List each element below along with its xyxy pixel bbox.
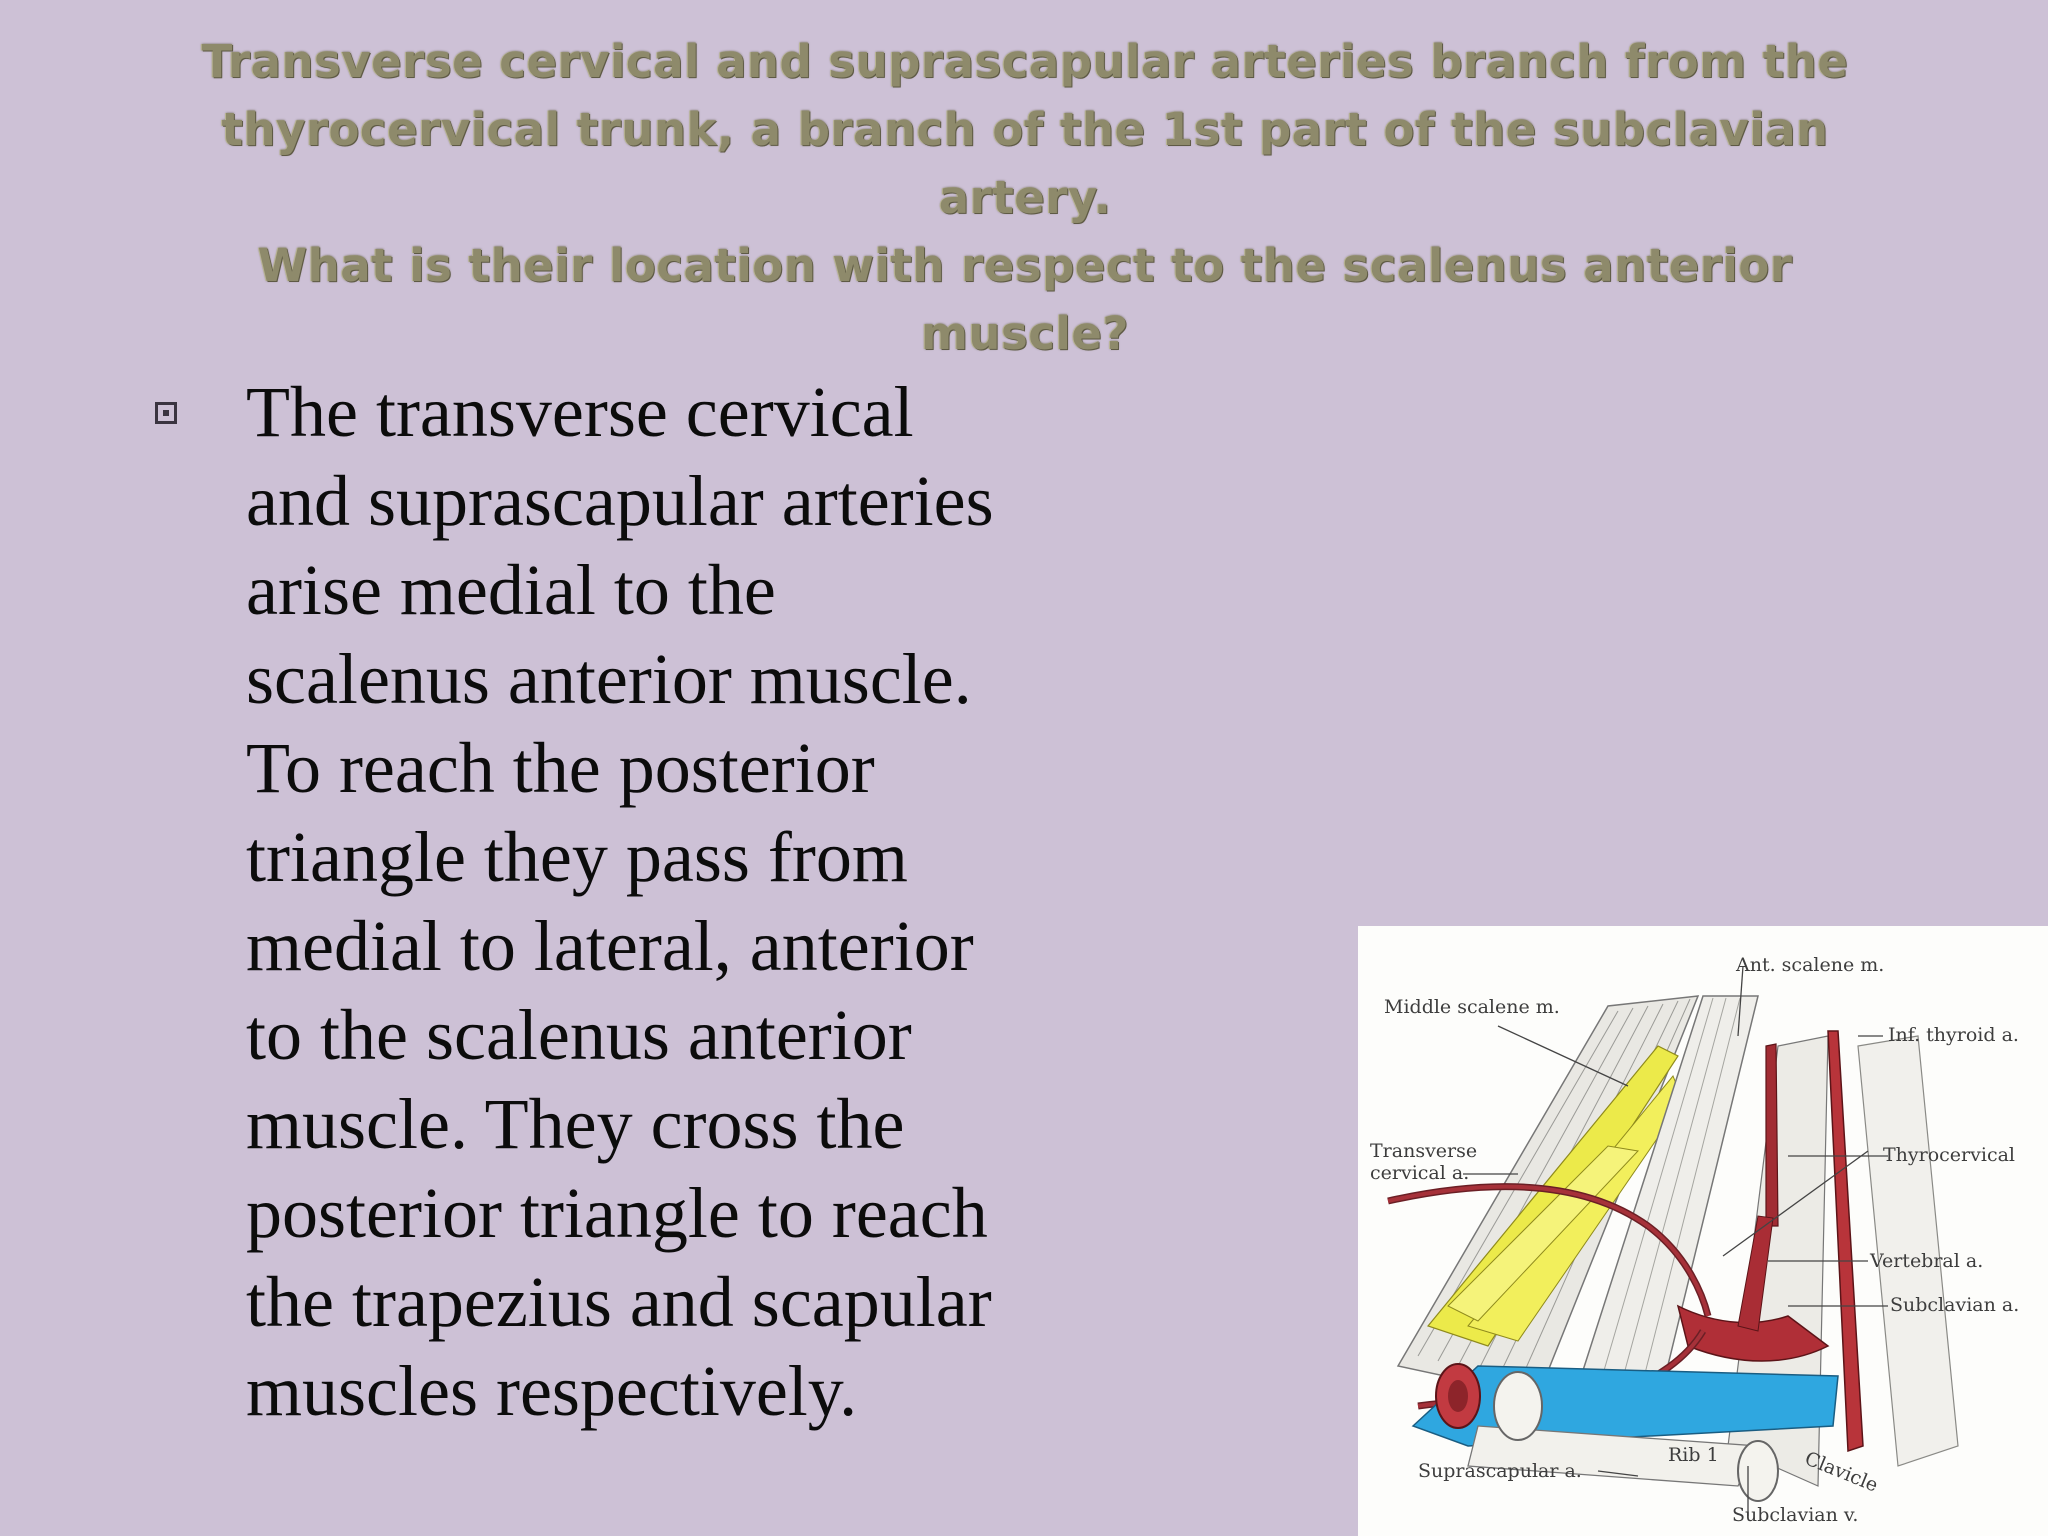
bullet-line: medial to lateral, anterior [246, 906, 974, 986]
label-middle-scalene: Middle scalene m. [1384, 996, 1560, 1018]
bullet-line: and suprascapular arteries [246, 461, 994, 541]
label-transverse-cervical-2: cervical a. [1370, 1162, 1470, 1184]
title-line-4: What is their location with respect to the scalenus anterior [257, 239, 1793, 292]
bullet-line: The transverse cervical [246, 372, 914, 452]
label-suprascapular: Suprascapular a. [1418, 1460, 1582, 1482]
bullet-line: muscle. They cross the [246, 1084, 905, 1164]
bullet-line: posterior triangle to reach [246, 1173, 988, 1253]
bullet-line: to the scalenus anterior [246, 995, 912, 1075]
label-subclavian-vein: Subclavian v. [1732, 1504, 1859, 1526]
label-thyrocervical: Thyrocervical [1883, 1144, 2015, 1166]
bullet-line: To reach the posterior [246, 728, 875, 808]
bullet-line: arise medial to the [246, 550, 776, 630]
label-clavicle: Clavicle [1801, 1447, 1882, 1497]
label-inf-thyroid: Inf. thyroid a. [1888, 1024, 2019, 1046]
label-vertebral: Vertebral a. [1870, 1250, 1984, 1272]
bullet-line: the trapezius and scapular [246, 1262, 992, 1342]
square-bullet-icon [155, 402, 177, 424]
label-rib: Rib 1 [1668, 1444, 1719, 1466]
bullet-line: triangle they pass from [246, 817, 908, 897]
label-ant-scalene: Ant. scalene m. [1736, 954, 1885, 976]
bullet-line: muscles respectively. [246, 1351, 858, 1431]
title-line-2: thyrocervical trunk, a branch of the 1st part of the subclavian [221, 103, 1829, 156]
label-subclavian-artery: Subclavian a. [1890, 1294, 2020, 1316]
title-line-3: artery. [938, 171, 1112, 224]
label-transverse-cervical-1: Transverse [1370, 1140, 1478, 1162]
title-line-1: Transverse cervical and suprascapular arteries branch from the [201, 35, 1849, 88]
title-line-5: muscle? [921, 307, 1129, 360]
bullet-line: scalenus anterior muscle. [246, 639, 972, 719]
bullet-paragraph [246, 368, 994, 1436]
anatomy-illustration [1358, 926, 2048, 1536]
slide-title [120, 28, 1930, 368]
